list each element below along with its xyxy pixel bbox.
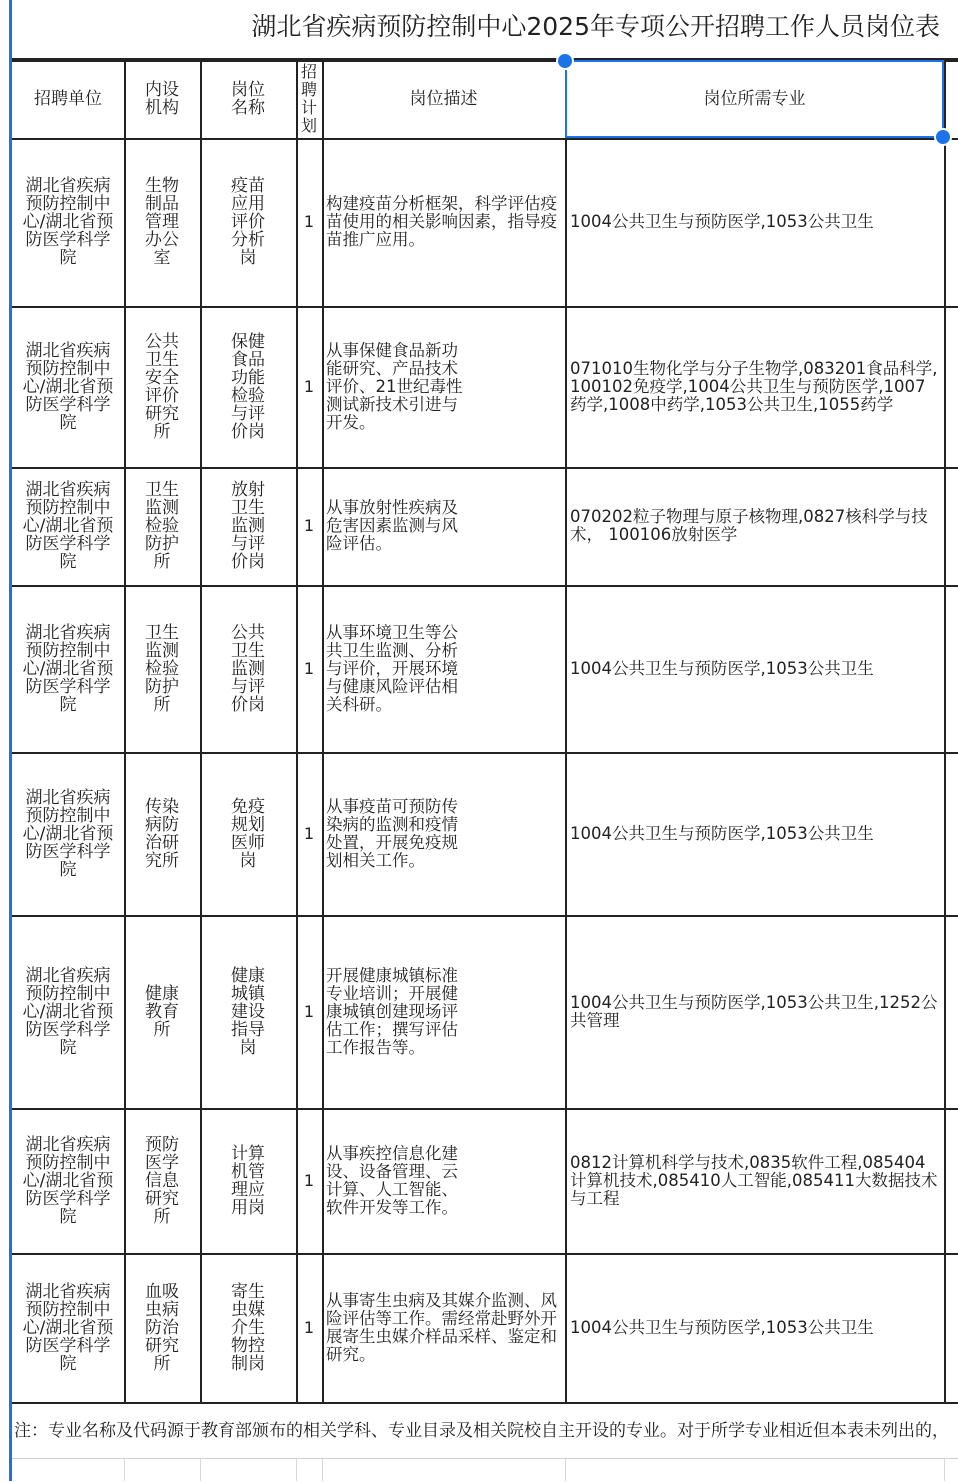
table-cell-desc[interactable]: [322, 306, 565, 467]
cell-text-unit: 湖北省疾病预防控制中心/湖北省预防医学科学院: [22, 965, 114, 1058]
grid-horizontal-line: [12, 1253, 958, 1255]
table-cell-desc[interactable]: [322, 752, 565, 915]
table-cell-dept[interactable]: [124, 1253, 200, 1402]
table-cell-desc[interactable]: [322, 585, 565, 752]
table-cell-dept[interactable]: [124, 752, 200, 915]
table-cell-major[interactable]: [565, 138, 944, 306]
table-cell-desc[interactable]: [322, 1108, 565, 1253]
table-cell-dept[interactable]: [124, 1108, 200, 1253]
cell-text-major: 1004公共卫生与预防医学,1053公共卫生: [570, 823, 874, 843]
cell-text-desc: 从事疾控信息化建设、设备管理、云计算、人工智能、软件开发等工作。: [326, 1143, 458, 1217]
header-desc-label: 岗位描述: [409, 89, 478, 109]
cell-text-major: 070202粒子物理与原子核物理,0827核科学与技术， 100106放射医学: [570, 507, 928, 544]
cell-text-desc: 从事放射性疾病及危害因素监测与风险评估。: [326, 498, 458, 553]
footnote[interactable]: 注：专业名称及代码源于教育部颁布的相关学科、专业目录及相关院校自主开设的专业。对于所学专业相近但本表未列出的，: [14, 1421, 949, 1441]
cell-text-major: 071010生物化学与分子生物学,083201食品科学,100102免疫学,1004公共卫生与预防医学,1007药学,1008中药学,1053公共卫生,1055药学: [570, 358, 938, 414]
table-cell-major[interactable]: [565, 1253, 944, 1402]
table-cell-desc[interactable]: [322, 138, 565, 306]
cell-text-unit: 湖北省疾病预防控制中心/湖北省预防医学科学院: [22, 622, 114, 715]
cell-text-dept: 卫生监测检验防护所: [145, 480, 179, 572]
cell-text-plan: 1: [303, 212, 315, 231]
cell-text-post: 疫苗应用评价分析岗: [231, 176, 265, 268]
cell-text-desc: 从事环境卫生等公共卫生监测、分析与评价，开展环境与健康风险评估相关科研。: [326, 622, 458, 714]
table-cell-dept[interactable]: [124, 306, 200, 467]
header-plan[interactable]: [296, 60, 322, 138]
cell-text-unit: 湖北省疾病预防控制中心/湖北省预防医学科学院: [22, 1134, 114, 1227]
table-cell-dept[interactable]: [124, 585, 200, 752]
table-cell-unit[interactable]: [12, 585, 124, 752]
table-cell-plan[interactable]: [296, 306, 322, 467]
grid-vertical-line: [124, 60, 126, 1402]
cell-text-plan: 1: [303, 1317, 315, 1337]
cell-text-unit: 湖北省疾病预防控制中心/湖北省预防医学科学院: [22, 1281, 114, 1374]
cell-text-dept: 预防医学信息研究所: [145, 1134, 179, 1227]
table-cell-major[interactable]: [565, 467, 944, 585]
header-desc[interactable]: [322, 60, 565, 138]
cell-text-major: 1004公共卫生与预防医学,1053公共卫生: [570, 658, 874, 678]
grid-vertical-line: [565, 60, 567, 1402]
table-cell-post[interactable]: [200, 467, 296, 585]
sheet-title[interactable]: 湖北省疾病预防控制中心2025年专项公开招聘工作人员岗位表: [251, 12, 940, 41]
table-cell-unit[interactable]: [12, 467, 124, 585]
empty-row-divider: [322, 1458, 323, 1481]
cell-text-plan: 1: [303, 1001, 315, 1021]
header-major-label: 岗位所需专业: [703, 89, 806, 109]
grid-horizontal-line: [12, 915, 958, 917]
table-cell-plan[interactable]: [296, 585, 322, 752]
table-cell-plan[interactable]: [296, 467, 322, 585]
table-cell-plan[interactable]: [296, 138, 322, 306]
table-cell-plan[interactable]: [296, 915, 322, 1108]
cell-text-post: 寄生虫媒介生物控制岗: [231, 1281, 265, 1374]
empty-row-divider: [200, 1458, 201, 1481]
cell-text-desc: 开展健康城镇标准专业培训；开展健康城镇创建现场评估工作；撰写评估工作报告等。: [326, 965, 458, 1057]
cell-text-dept: 卫生监测检验防护所: [145, 622, 179, 715]
table-cell-dept[interactable]: [124, 467, 200, 585]
table-cell-desc[interactable]: [322, 1253, 565, 1402]
header-unit-label: 招聘单位: [34, 89, 102, 109]
table-cell-post[interactable]: [200, 1108, 296, 1253]
table-cell-desc[interactable]: [322, 915, 565, 1108]
table-cell-post[interactable]: [200, 306, 296, 467]
table-cell-post[interactable]: [200, 585, 296, 752]
cell-text-plan: 1: [303, 658, 315, 678]
table-cell-major[interactable]: [565, 306, 944, 467]
header-plan-label: 招聘计划: [300, 62, 317, 135]
table-cell-major[interactable]: [565, 752, 944, 915]
grid-horizontal-line: [12, 1108, 958, 1110]
header-unit[interactable]: [12, 60, 124, 138]
row-header-bar: [0, 0, 12, 1481]
empty-row-divider: [565, 1458, 566, 1481]
table-cell-plan[interactable]: [296, 752, 322, 915]
cell-text-major: 1004公共卫生与预防医学,1053公共卫生: [570, 1317, 874, 1337]
table-cell-plan[interactable]: [296, 1108, 322, 1253]
cell-text-unit: 湖北省疾病预防控制中心/湖北省预防医学科学院: [22, 787, 114, 880]
selection-handle-top-left[interactable]: [556, 52, 574, 70]
empty-row-divider: [296, 1458, 297, 1481]
cell-text-post: 放射卫生监测与评价岗: [231, 480, 265, 572]
cell-text-dept: 公共卫生安全评价研究所: [145, 331, 179, 442]
table-cell-unit[interactable]: [12, 1108, 124, 1253]
header-dept-label: 内设机构: [145, 80, 179, 118]
grid-horizontal-line: [12, 306, 958, 308]
table-cell-post[interactable]: [200, 752, 296, 915]
table-cell-major[interactable]: [565, 585, 944, 752]
cell-text-post: 健康城镇建设指导岗: [231, 965, 265, 1058]
header-dept[interactable]: [124, 60, 200, 138]
table-cell-major[interactable]: [565, 1108, 944, 1253]
cell-text-unit: 湖北省疾病预防控制中心/湖北省预防医学科学院: [22, 340, 114, 433]
cell-text-dept: 传染病防治研究所: [145, 796, 179, 871]
cell-text-major: 0812计算机科学与技术,0835软件工程,085404计算机技术,085410人工智能,085411大数据技术与工程: [570, 1152, 938, 1208]
cell-selection[interactable]: [565, 60, 944, 138]
cell-text-post: 保健食品功能检验与评价岗: [231, 331, 265, 442]
cell-text-desc: 构建疫苗分析框架，科学评估疫苗使用的相关影响因素，指导疫苗推广应用。: [326, 194, 557, 249]
cell-text-plan: 1: [303, 376, 315, 396]
cell-text-plan: 1: [303, 823, 315, 843]
grid-horizontal-line: [12, 752, 958, 754]
grid-horizontal-line: [12, 585, 958, 587]
cell-text-desc: 从事疫苗可预防传染病的监测和疫情处置，开展免疫规划相关工作。: [326, 796, 458, 870]
table-cell-unit[interactable]: [12, 752, 124, 915]
grid-horizontal-line: [12, 138, 958, 140]
grid-vertical-line: [322, 60, 324, 1402]
cell-text-post: 公共卫生监测与评价岗: [231, 622, 265, 715]
table-cell-unit[interactable]: [12, 138, 124, 306]
grid-horizontal-line: [12, 467, 958, 469]
table-cell-post[interactable]: [200, 915, 296, 1108]
table-cell-dept[interactable]: [124, 915, 200, 1108]
grid-vertical-line: [200, 60, 202, 1402]
table-cell-major[interactable]: [565, 915, 944, 1108]
cell-text-major: 1004公共卫生与预防医学,1053公共卫生,1252公共管理: [570, 992, 938, 1030]
header-post[interactable]: [200, 60, 296, 138]
table-cell-dept[interactable]: [124, 138, 200, 306]
cell-text-desc: 从事保健食品新功能研究、产品技术评价、21世纪毒性测试新技术引进与开发。: [326, 340, 463, 432]
cell-text-unit: 湖北省疾病预防控制中心/湖北省预防医学科学院: [22, 176, 114, 268]
cell-text-dept: 生物制品管理办公室: [145, 176, 179, 268]
cell-text-unit: 湖北省疾病预防控制中心/湖北省预防医学科学院: [22, 480, 114, 572]
table-cell-plan[interactable]: [296, 1253, 322, 1402]
cell-text-dept: 健康教育所: [145, 983, 179, 1040]
table-cell-unit[interactable]: [12, 306, 124, 467]
table-cell-desc[interactable]: [322, 467, 565, 585]
empty-row-divider: [124, 1458, 125, 1481]
cell-text-post: 计算机管理应用岗: [231, 1143, 265, 1218]
cell-text-dept: 血吸虫病防治研究所: [145, 1281, 179, 1374]
grid-vertical-line: [944, 60, 946, 1402]
selection-handle-bottom-right[interactable]: [934, 128, 952, 146]
table-cell-post[interactable]: [200, 1253, 296, 1402]
table-cell-unit[interactable]: [12, 915, 124, 1108]
empty-row-divider: [944, 1458, 945, 1481]
header-post-label: 岗位名称: [231, 80, 265, 118]
cell-text-plan: 1: [303, 1170, 315, 1190]
table-cell-post[interactable]: [200, 138, 296, 306]
cell-text-desc: 从事寄生虫病及其媒介监测、风险评估等工作。需经常赴野外开展寄生虫媒介样品采样、鉴定和研究。: [326, 1290, 557, 1364]
grid-vertical-line: [296, 60, 298, 1402]
cell-text-plan: 1: [303, 516, 315, 535]
cell-text-major: 1004公共卫生与预防医学,1053公共卫生: [570, 212, 874, 231]
empty-row[interactable]: [12, 1458, 958, 1482]
cell-text-post: 免疫规划医师岗: [231, 796, 265, 871]
table-cell-unit[interactable]: [12, 1253, 124, 1402]
